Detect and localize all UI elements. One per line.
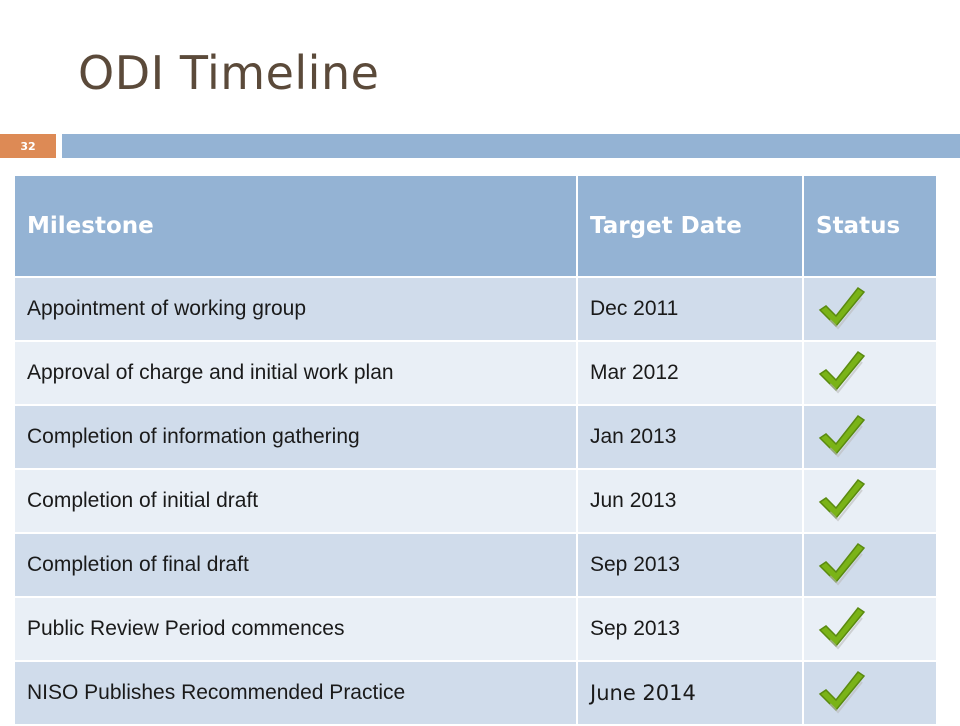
status-cell (803, 405, 937, 469)
table-row (15, 341, 937, 405)
slide-number: 32 (0, 134, 56, 158)
status-cell (803, 469, 937, 533)
milestone-cell: Public Review Period commences (15, 597, 577, 661)
status-cell (803, 661, 937, 725)
target-date-cell: June 2014 (577, 661, 803, 725)
target-date-cell: Sep 2013 (577, 533, 803, 597)
green-checkmark-icon (816, 670, 868, 716)
status-cell (803, 277, 937, 341)
title-underline-bar (62, 134, 960, 158)
milestone-cell: Completion of initial draft (15, 469, 577, 533)
green-checkmark-icon (816, 478, 868, 524)
status-cell (803, 597, 937, 661)
milestone-cell: Completion of final draft (15, 533, 577, 597)
table-row (15, 469, 937, 533)
table-row (15, 597, 937, 661)
target-date-cell: Jan 2013 (577, 405, 803, 469)
target-date-cell: Dec 2011 (577, 277, 803, 341)
slide-title: ODI Timeline (78, 46, 380, 100)
green-checkmark-icon (816, 414, 868, 460)
status-cell (803, 341, 937, 405)
green-checkmark-icon (816, 542, 868, 588)
status-cell (803, 533, 937, 597)
table-header-row (15, 176, 937, 277)
milestone-cell: NISO Publishes Recommended Practice (15, 661, 577, 725)
green-checkmark-icon (816, 350, 868, 396)
target-date-cell: Sep 2013 (577, 597, 803, 661)
target-date-cell: Jun 2013 (577, 469, 803, 533)
milestone-cell: Completion of information gathering (15, 405, 577, 469)
milestone-cell: Appointment of working group (15, 277, 577, 341)
milestone-table (15, 176, 938, 726)
table-row (15, 405, 937, 469)
header-target-date: Target Date (577, 176, 803, 277)
milestone-cell: Approval of charge and initial work plan (15, 341, 577, 405)
header-status: Status (803, 176, 937, 277)
table-row (15, 277, 937, 341)
header-milestone: Milestone (15, 176, 577, 277)
green-checkmark-icon (816, 606, 868, 652)
green-checkmark-icon (816, 286, 868, 332)
table-row (15, 533, 937, 597)
table-row (15, 661, 937, 725)
target-date-cell: Mar 2012 (577, 341, 803, 405)
